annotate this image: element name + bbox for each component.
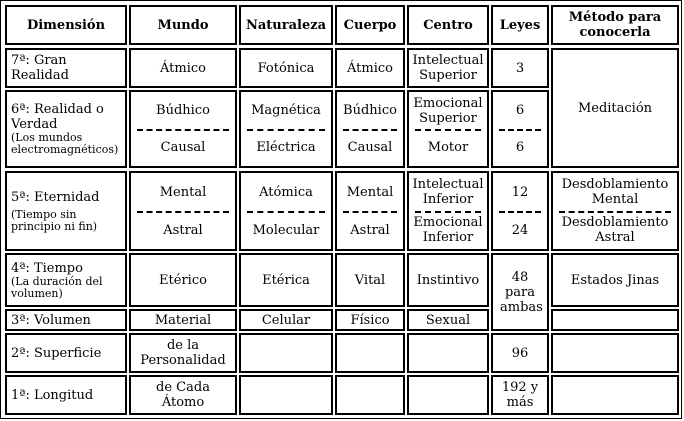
row6-laws-top-text: 6 xyxy=(515,103,525,118)
row6-center-bottom-text: Motor xyxy=(427,140,469,155)
header-world-text: Mundo xyxy=(157,17,209,33)
row7-nature xyxy=(239,48,333,88)
row5-body-bottom xyxy=(337,211,403,249)
row5-method-top xyxy=(553,173,677,211)
row2-method xyxy=(551,333,679,373)
header-dimension xyxy=(5,5,127,45)
row7-dimension-text: 7ª: Gran Realidad xyxy=(11,53,69,83)
header-center xyxy=(407,5,489,45)
row6-body xyxy=(335,90,405,168)
row5-laws-bottom xyxy=(493,211,547,249)
row5-nature xyxy=(239,171,333,251)
row5-laws-top xyxy=(493,173,547,211)
row4-nature xyxy=(239,253,333,307)
row1-body xyxy=(335,375,405,415)
row6-laws-bottom xyxy=(493,129,547,166)
row1-world xyxy=(129,375,237,415)
row3-nature xyxy=(239,309,333,331)
header-dimension-text: Dimensión xyxy=(26,17,106,33)
row4-method xyxy=(551,253,679,307)
row1-dimension-text: 1ª: Longitud xyxy=(11,387,94,403)
row4-world xyxy=(129,253,237,307)
row4-dimension-text: 4ª: Tiempo xyxy=(11,260,83,276)
row5-note-text: (Tiempo sin principio ni fin) xyxy=(11,207,98,233)
row1-laws xyxy=(491,375,549,415)
row1-method xyxy=(551,375,679,415)
row5-center-top xyxy=(409,173,487,211)
row6-world-top-text: Búdhico xyxy=(156,103,210,118)
row5-world xyxy=(129,171,237,251)
row6-world xyxy=(129,90,237,168)
row5-dimension xyxy=(5,171,127,251)
row2-body xyxy=(335,333,405,373)
row6-center-bottom xyxy=(409,129,487,166)
row6-laws-bottom-text: 6 xyxy=(515,140,525,155)
row6-nature-bottom xyxy=(241,129,331,166)
row5-laws-top-text: 12 xyxy=(511,184,529,200)
row1-center xyxy=(407,375,489,415)
row5-nature-top-text: Atómica xyxy=(259,184,313,200)
row3-world-text: Material xyxy=(154,312,212,328)
laws-48-both-text: 48 para ambas xyxy=(500,269,543,315)
row6-world-bottom-text: Causal xyxy=(160,140,206,155)
row7-body xyxy=(335,48,405,88)
method-meditation-text: Meditación xyxy=(577,100,653,116)
row6-laws xyxy=(491,90,549,168)
row6-world-top xyxy=(131,92,235,129)
row5-world-bottom xyxy=(131,211,235,249)
laws-48-both xyxy=(491,253,549,331)
row3-dimension xyxy=(5,309,127,331)
method-meditation xyxy=(551,48,679,168)
row5-body xyxy=(335,171,405,251)
row4-dimension xyxy=(5,253,127,307)
row7-world xyxy=(129,48,237,88)
header-body xyxy=(335,5,405,45)
row5-center-bottom-text: Emocional Inferior xyxy=(413,215,483,245)
header-method-text: Método para conocerla xyxy=(568,10,662,40)
row4-center-text: Instintivo xyxy=(416,272,480,288)
row5-world-top xyxy=(131,173,235,211)
row2-dimension xyxy=(5,333,127,373)
row3-body xyxy=(335,309,405,331)
row1-world-text: de Cada Átomo xyxy=(156,380,210,410)
row5-world-bottom-text: Astral xyxy=(163,222,203,238)
row3-nature-text: Celular xyxy=(261,312,311,328)
row5-method xyxy=(551,171,679,251)
row5-laws xyxy=(491,171,549,251)
row5-method-top-text: Desdoblamiento Mental xyxy=(561,177,669,207)
row5-dimension-stack xyxy=(11,190,115,233)
header-body-text: Cuerpo xyxy=(343,17,397,33)
row6-body-bottom xyxy=(337,129,403,166)
row6-nature-top xyxy=(241,92,331,129)
row7-center xyxy=(407,48,489,88)
row2-center xyxy=(407,333,489,373)
row5-center-top-text: Intelectual Inferior xyxy=(412,177,484,207)
row3-body-text: Físico xyxy=(350,312,390,328)
header-nature xyxy=(239,5,333,45)
row6-nature xyxy=(239,90,333,168)
row1-laws-text: 192 y más xyxy=(501,380,539,410)
row6-center-top-text: Emocional Superior xyxy=(413,95,483,126)
row5-nature-top xyxy=(241,173,331,211)
row6-note-text: (Los mundos electromagnéticos) xyxy=(11,131,119,156)
row2-world-text: de la Personalidad xyxy=(140,338,226,368)
row5-body-top xyxy=(337,173,403,211)
row6-body-bottom-text: Causal xyxy=(347,140,393,155)
row4-method-text: Estados Jinas xyxy=(570,272,660,288)
row6-center-top xyxy=(409,92,487,129)
row4-center xyxy=(407,253,489,307)
header-method xyxy=(551,5,679,45)
row3-method xyxy=(551,309,679,331)
row6-laws-top xyxy=(493,92,547,129)
row5-laws-bottom-text: 24 xyxy=(511,222,529,238)
row7-dimension xyxy=(5,48,127,88)
row5-center xyxy=(407,171,489,251)
row5-center-bottom xyxy=(409,211,487,249)
row7-nature-text: Fotónica xyxy=(257,60,315,76)
row7-laws xyxy=(491,48,549,88)
row5-body-top-text: Mental xyxy=(346,184,394,200)
row6-nature-bottom-text: Eléctrica xyxy=(256,140,316,155)
row3-center-text: Sexual xyxy=(425,312,471,328)
row2-dimension-text: 2ª: Superficie xyxy=(11,345,102,361)
row7-world-text: Átmico xyxy=(160,60,206,76)
row4-body-text: Vital xyxy=(354,272,386,288)
row6-body-top-text: Búdhico xyxy=(343,103,397,118)
row1-nature xyxy=(239,375,333,415)
row2-world xyxy=(129,333,237,373)
row5-method-bottom xyxy=(553,211,677,249)
row6-dimension xyxy=(5,90,127,168)
row6-dimension-text: 6ª: Realidad o Verdad xyxy=(11,102,104,132)
header-laws-text: Leyes xyxy=(499,17,541,33)
row7-laws-text: 3 xyxy=(515,60,525,76)
row6-body-top xyxy=(337,92,403,129)
row5-dimension-text: 5ª: Eternidad xyxy=(11,189,100,205)
header-center-text: Centro xyxy=(423,17,473,33)
row1-dimension xyxy=(5,375,127,415)
row3-world xyxy=(129,309,237,331)
row4-nature-text: Etérica xyxy=(262,272,310,288)
row3-dimension-text: 3ª: Volumen xyxy=(11,312,91,328)
header-nature-text: Naturaleza xyxy=(245,17,327,33)
row6-world-bottom xyxy=(131,129,235,166)
row2-nature xyxy=(239,333,333,373)
row4-dimension-stack xyxy=(11,261,115,300)
row4-body xyxy=(335,253,405,307)
row2-laws xyxy=(491,333,549,373)
header-laws xyxy=(491,5,549,45)
row7-center-text: Intelectual Superior xyxy=(412,53,484,83)
row5-body-bottom-text: Astral xyxy=(350,222,390,238)
row5-method-bottom-text: Desdoblamiento Astral xyxy=(561,215,669,245)
header-world xyxy=(129,5,237,45)
row5-nature-bottom-text: Molecular xyxy=(252,222,320,238)
row3-center xyxy=(407,309,489,331)
row6-center xyxy=(407,90,489,168)
row6-nature-top-text: Magnética xyxy=(251,103,321,118)
row4-world-text: Etérico xyxy=(159,272,207,288)
row6-dimension-stack xyxy=(11,102,127,156)
row4-note-text: (La duración del volumen) xyxy=(11,274,103,300)
row2-laws-text: 96 xyxy=(511,345,529,361)
row5-nature-bottom xyxy=(241,211,331,249)
row7-body-text: Átmico xyxy=(347,60,393,76)
row5-world-top-text: Mental xyxy=(159,184,207,200)
